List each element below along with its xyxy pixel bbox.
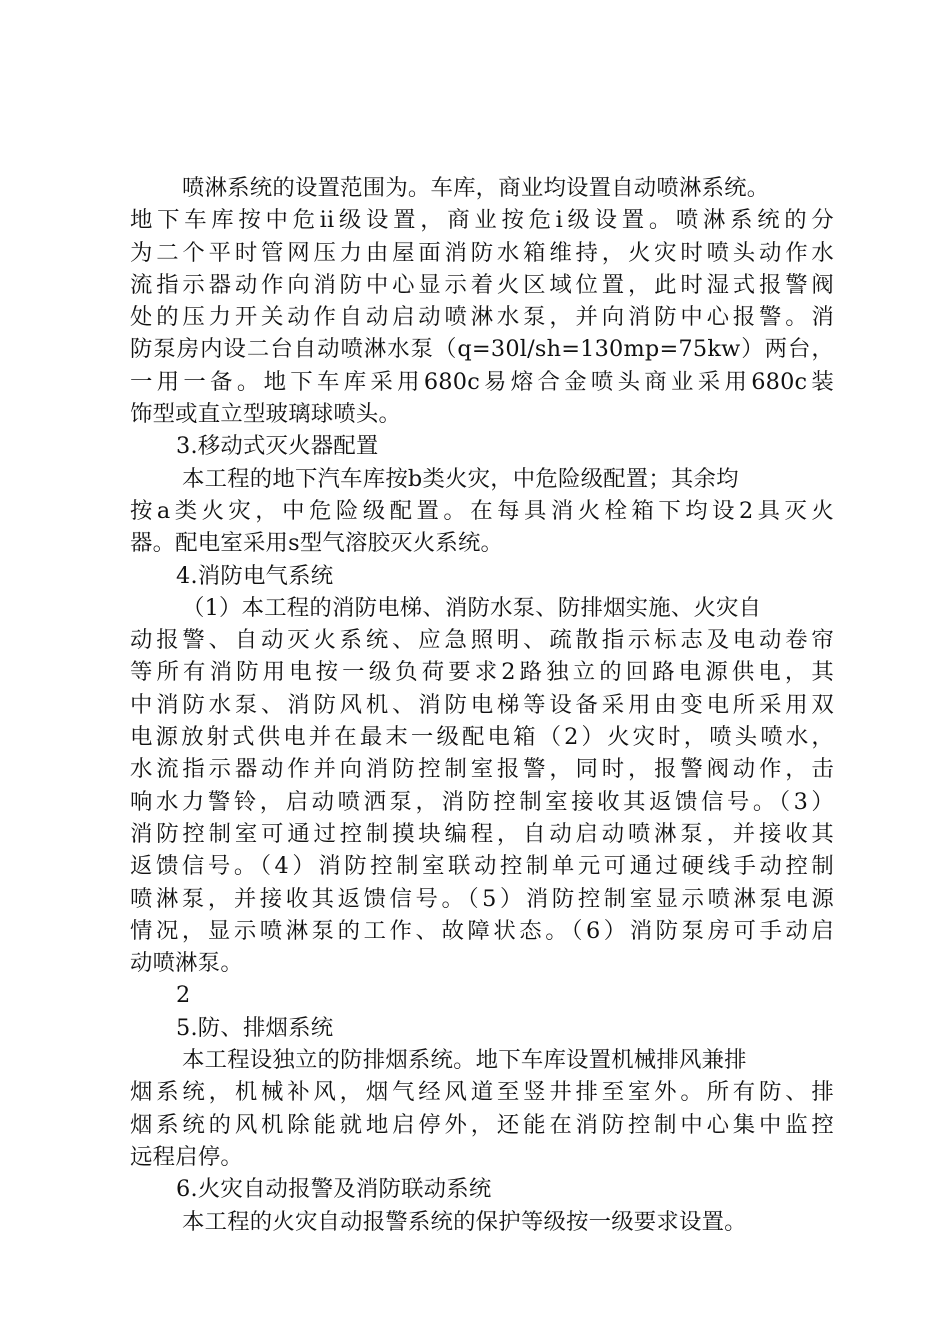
paragraph-line: 响水力警铃，启动喷洒泵，消防控制室接收其返馈信号。（3） — [130, 788, 834, 815]
paragraph-line: 水流指示器动作并向消防控制室报警，同时，报警阀动作，击 — [130, 756, 834, 783]
document-body — [130, 172, 834, 1238]
paragraph-line: 烟系统，机械补风，烟气经风道至竖井排至室外。所有防、排 — [130, 1079, 834, 1106]
paragraph-line: 为二个平时管网压力由屋面消防水箱维持，火灾时喷头动作水 — [130, 239, 834, 266]
paragraph-line: 动喷淋泵。 — [130, 950, 243, 977]
paragraph-line: 按a类火灾，中危险级配置。在每具消火栓箱下均设2具灭火 — [130, 497, 834, 524]
paragraph-line: 本工程的地下汽车库按b类火灾，中危险级配置；其余均 — [182, 465, 739, 492]
paragraph-line: 一用一备。地下车库采用680c易熔合金喷头商业采用680c装 — [130, 368, 834, 395]
paragraph-line: （1）本工程的消防电梯、消防水泵、防排烟实施、火灾自 — [182, 594, 762, 621]
paragraph-line: 喷淋系统的设置范围为。车库，商业均设置自动喷淋系统。 — [182, 175, 770, 201]
paragraph-line: 中消防水泵、消防风机、消防电梯等设备采用由变电所采用双 — [130, 691, 834, 718]
paragraph-line: 电源放射式供电并在最末一级配电箱（2）火灾时，喷头喷水， — [130, 724, 834, 751]
paragraph-line: 防泵房内设二台自动喷淋水泵（q=30l/sh=130mp=75kw）两台， — [130, 336, 834, 363]
paragraph-line: 烟系统的风机除能就地启停外，还能在消防控制中心集中监控 — [130, 1111, 834, 1138]
paragraph-line: 消防控制室可通过控制摸块编程，自动启动喷淋泵，并接收其 — [130, 820, 834, 847]
paragraph-line: 喷淋泵，并接收其返馈信号。（5）消防控制室显示喷淋泵电源 — [130, 885, 834, 912]
section-heading: 5.防、排烟系统 — [176, 1014, 334, 1041]
paragraph-line: 地下车库按中危ii级设置，商业按危i级设置。喷淋系统的分 — [130, 207, 834, 234]
paragraph-line: 本工程的火灾自动报警系统的保护等级按一级要求设置。 — [182, 1208, 747, 1235]
paragraph-line: 动报警、自动灭火系统、应急照明、疏散指示标志及电动卷帘 — [130, 627, 834, 654]
section-heading: 3.移动式灭火器配置 — [176, 433, 379, 460]
paragraph-line: 处的压力开关动作自动启动喷淋水泵，并向消防中心报警。消 — [130, 304, 834, 331]
paragraph-line: 流指示器动作向消防中心显示着火区域位置，此时湿式报警阀 — [130, 271, 834, 298]
section-heading: 4.消防电气系统 — [176, 562, 334, 589]
paragraph-line: 远程启停。 — [130, 1143, 243, 1170]
paragraph-line: 本工程设独立的防排烟系统。地下车库设置机械排风兼排 — [182, 1047, 747, 1074]
section-heading: 6.火灾自动报警及消防联动系统 — [176, 1176, 492, 1203]
paragraph-line: 返馈信号。（4）消防控制室联动控制单元可通过硬线手动控制 — [130, 853, 834, 880]
paragraph-line: 饰型或直立型玻璃球喷头。 — [130, 401, 402, 428]
paragraph-line: 器。配电室采用s型气溶胶灭火系统。 — [130, 530, 504, 557]
page-number: 2 — [176, 982, 191, 1009]
paragraph-line: 等所有消防用电按一级负荷要求2路独立的回路电源供电，其 — [130, 659, 834, 686]
paragraph-line: 情况，显示喷淋泵的工作、故障状态。（6）消防泵房可手动启 — [130, 917, 834, 944]
